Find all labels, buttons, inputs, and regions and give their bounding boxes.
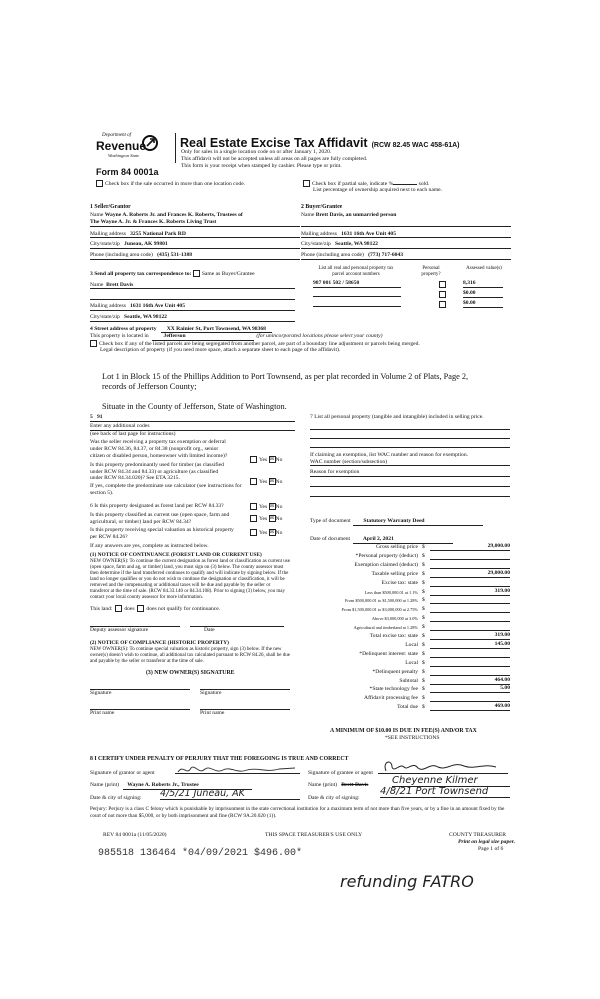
logo-mark-icon — [142, 135, 158, 151]
tax-row — [300, 703, 510, 712]
form-number: Form 84 0001a — [96, 167, 159, 177]
tax-row — [300, 694, 510, 703]
tax-row-value[interactable]: 319.00 — [430, 632, 510, 640]
buyer-heading: 2 Buyer/Grantee — [301, 204, 343, 210]
tax-row-value[interactable] — [430, 614, 510, 622]
located-in: This property is located in Jefferson (for unincorporated locations please select your county) — [90, 333, 383, 339]
buyer-section: 2 Buyer/Grantee Name Brett Davis, an unmarried person Mailing address 1631 16th Ave Unit 405 City/state/zip Seattle, WA 98122 Phone (including area code) (773) 717-6043 — [301, 204, 511, 260]
tax-row-value[interactable] — [430, 623, 510, 631]
code-field[interactable]: 5 91 — [90, 414, 295, 422]
continuance-choice[interactable]: This land: does does not qualify for continuance. — [90, 605, 221, 612]
logo-revenue: Revenue — [96, 139, 147, 153]
ownership-note: List percentage of ownership acquired next to each name. — [313, 187, 443, 193]
tax-row-value[interactable]: 319.00 — [430, 588, 510, 596]
dollar-sign: $ — [422, 579, 425, 586]
tax-row-label: Local — [405, 641, 418, 648]
wac-field[interactable]: WAC number (section/subsection) — [310, 459, 510, 467]
street-address: 4 Street address of property XX Rainier St, Port Townsend, WA 98368 — [90, 326, 272, 333]
correspondence-name: Brett Davis — [106, 281, 134, 288]
rev-number: REV 84 0001a (11/05/2020) — [103, 832, 167, 838]
dollar-sign: $ — [422, 544, 425, 550]
dollar-sign: $ — [422, 552, 425, 559]
tax-row-label: Gross selling price — [376, 544, 418, 550]
tax-row-label: From $500,000.01 to $1,500,000 at 1.28% — [344, 598, 418, 604]
dollar-sign: $ — [422, 624, 425, 631]
tax-row-value[interactable] — [430, 694, 510, 702]
tax-row-value[interactable] — [430, 659, 510, 667]
tax-row-value[interactable] — [430, 668, 510, 676]
section-5: 5 91 Enter any additional codes (see back of last page for instructions) Was the seller receiving a property tax exemption or deferral under RCW 84.36, 84.37, or 84.38 (nonprofit org., senior citizen or disabled person, homeowner with limited income)? Yes ☒No Is this property predominantly used for timber (as classified under RCW 84.34 and 84.33) or agriculture (as classified under RCW 84.34.020)? See ETA 3215. Yes ☒No If yes, complete the predominate use calculator (see instructions for section 5). — [90, 414, 295, 497]
grantee-name-handwritten: Cheyenne Kilmer — [392, 775, 510, 787]
dollar-sign: $ — [422, 588, 425, 595]
seller-section: 1 Seller/Grantor Name Wayne A. Roberts Jr. and Frances K. Roberts, Trustees of The Wayne A. Jr. & Frances K. Roberts Living Trust Mailing address 3255 National Park RD City/state/zip Juneau, AK 99801 Phone (including area code) (435) 531-1388 — [90, 204, 300, 260]
tax-row-label: *State technology fee — [369, 686, 418, 693]
correspondence-mail[interactable]: Mailing address 1631 16th Ave Unit 405 — [90, 303, 295, 311]
document-date: Date of document April 2, 2021 — [310, 536, 453, 544]
tax-row-label: Exemption claimed (deduct) — [354, 561, 418, 568]
seller-mail-field[interactable]: Mailing address 3255 National Park RD — [90, 231, 300, 239]
buyer-city-field[interactable]: City/state/zip Seattle, WA 98122 — [301, 241, 511, 249]
dollar-sign: $ — [422, 704, 425, 711]
logo-dept: Department of — [102, 133, 132, 138]
perjury-notice: Perjury: Perjury is a class C felony which is punishable by imprisonment in the state correctional institution for a maximum term of not more than five years, or by a fine in an amount fixed by the court of not more than $5,000, or by both imprisonment and fine (RCW 9A.20.020 (1)). — [90, 806, 505, 819]
parcel-row[interactable]: 987 001 502 / 58650 8,316 — [313, 280, 503, 289]
legal-description: Lot 1 in Block 15 of the Phillips Addition to Port Townsend, as per plat recorded in Volume 2 of Plats, Page 2, records of Jefferson County; Situate in the County of Jefferson, State of Washington. — [102, 372, 469, 411]
exemption-reason-field[interactable]: Reason for exemption — [310, 469, 510, 477]
tax-row-label: Excise tax: state — [381, 579, 418, 586]
grantor-name-print: Name (print) Wayne A. Roberts Jr., Trustee — [90, 782, 252, 790]
legal-paper-note: Print on legal size paper. — [458, 839, 516, 845]
tax-row-label: *Delinquent interest: state — [359, 650, 418, 657]
tax-row — [300, 685, 510, 694]
page-title: Real Estate Excise Tax Affidavit (RCW 82.45 WAC 458-61A) — [180, 136, 460, 150]
tax-row-label: *Personal property (deduct) — [355, 552, 418, 559]
correspondence-city[interactable]: City/state/zip Seattle, WA 98122 — [90, 314, 295, 322]
tax-row — [300, 605, 510, 614]
historic-yes-no[interactable]: Yes ☒No — [250, 529, 282, 537]
grantor-date-label: Date & city of signing: — [90, 795, 142, 801]
q1-yes-no[interactable]: Yes ☒No — [250, 456, 282, 464]
dollar-sign: $ — [422, 597, 425, 604]
parcel-row[interactable]: $0.00 — [313, 300, 503, 309]
tax-row-value[interactable]: 464.00 — [430, 677, 510, 685]
grantee-date-city: 4/8/21 Port Townsend — [380, 786, 510, 798]
tax-row — [300, 641, 510, 650]
document-type: Type of document Statutory Warranty Deed — [310, 518, 483, 526]
tax-row — [300, 588, 510, 597]
q2-yes-no[interactable]: Yes ☒No — [250, 478, 282, 486]
tax-correspondence-label: 3 Send all property tax correspondence to: Same as Buyer/Grantee — [90, 270, 255, 277]
current-use-yes-no[interactable]: Yes ☒No — [250, 515, 282, 523]
tax-row-label: Above $3,000,000 at 3.0% — [371, 616, 418, 622]
dollar-sign: $ — [422, 570, 425, 577]
same-as-buyer-check[interactable] — [193, 270, 200, 277]
county-treasurer: COUNTY TREASURER — [449, 832, 507, 838]
grantee-signature[interactable] — [378, 759, 508, 774]
grantor-date-city: 4/5/21 Juneau, AK — [160, 788, 300, 800]
buyer-mail-field[interactable]: Mailing address 1631 16th Ave Unit 405 — [301, 231, 511, 239]
tax-row-value[interactable] — [430, 579, 510, 587]
tax-row — [300, 552, 510, 561]
dollar-sign: $ — [422, 659, 425, 666]
tax-row — [300, 614, 510, 623]
see-instructions: *SEE INSTRUCTIONS — [385, 735, 440, 741]
grantor-signature[interactable] — [175, 763, 300, 774]
grantee-date-label: Date & city of signing: — [308, 795, 360, 801]
tax-row — [300, 579, 510, 588]
seller-heading: 1 Seller/Grantor — [90, 204, 131, 210]
tax-row-label: Subtotal — [399, 677, 418, 684]
tax-row-label: From $1,500,000.01 to $3,000,000 at 2.75% — [341, 607, 418, 613]
logo-state: Washington State — [108, 153, 140, 158]
dollar-sign: $ — [422, 686, 425, 693]
tax-row — [300, 543, 510, 552]
grantee-name-print: Name (print) Brett Davis — [308, 782, 369, 788]
tax-row-label: Total due — [397, 704, 418, 711]
tax-row — [300, 623, 510, 632]
tax-row-value[interactable]: 145.00 — [430, 641, 510, 649]
tax-row-value[interactable] — [430, 552, 510, 560]
tax-row-value[interactable] — [430, 605, 510, 613]
treasurer-use: THIS SPACE TREASURER'S USE ONLY — [265, 832, 363, 838]
tax-row — [300, 561, 510, 570]
dollar-sign: $ — [422, 641, 425, 648]
dollar-sign: $ — [422, 668, 425, 675]
tax-row — [300, 659, 510, 668]
dollar-sign: $ — [422, 650, 425, 657]
tax-row-label: Taxable selling price — [371, 570, 418, 577]
tax-row-value[interactable] — [430, 650, 510, 658]
tax-row-label: Local — [405, 659, 418, 666]
header-note-1: Only for sales in a single location code on or after January 1, 2020. — [181, 149, 332, 155]
parcel-table — [301, 266, 511, 314]
tax-row — [300, 570, 510, 579]
tax-row-value[interactable]: 29,000.00 — [430, 543, 510, 551]
tax-row-label: *Delinquent penalty — [372, 668, 418, 675]
tax-row-value[interactable] — [430, 596, 510, 604]
certify-heading: 8 I CERTIFY UNDER PENALTY OF PERJURY THAT THE FOREGOING IS TRUE AND CORRECT — [90, 756, 349, 762]
seller-phone-field[interactable]: Phone (including area code) (435) 531-1388 — [90, 252, 300, 260]
tax-row — [300, 668, 510, 677]
dollar-sign: $ — [422, 695, 425, 702]
tax-row — [300, 632, 510, 641]
dollar-sign: $ — [422, 677, 425, 684]
section-6: 6 Is this property designated as forest land per RCW 84.33? Yes ☒No Is this property classified as current use (open space, farm and agricultural, or timber) land per RCW 84.34? Yes ☒No Is this property receiving special valuation as historical property per RCW 84.26? Yes ☒No If any answers are yes, complete as instructed below. (1) NOTICE OF CONTINUANCE (FOREST LAND OR CURRENT USE) NEW OWNER(S): To continue the current designation as forest land or classification as current use (open space, farm and ag, or timber) land, you must sign on (3) below. The county assessor must then determine if the land transferred continues to qualify and will indicate by signing below. If the land no longer qualifies or you do not wish to continue the designation or classification, it will be removed and the compensating or additional taxes will be due and payable by the seller or transferor at the time of sale. (RCW 84.33.140 or 84.34.108). Prior to signing (3) below, you may contact your local county assessor for more information. This land: does does not qualify for continuance. Deputy assessor signature Date (2) NOTICE OF COMPLIANCE (HISTORIC PROPERTY) NEW OWNER(S): To continue special valuation as historic property, sign (3) below. If the new owner(s) doesn't wish to continue, all additional tax calculated pursuant to RCW 84.26, shall be due and payable by the seller or transferor at the time of sale. (3) NEW OWNER(S) SIGNATURE Signature Signature Print name Print name — [90, 503, 295, 717]
tax-row-value[interactable] — [430, 561, 510, 569]
cashier-stamp: 985518 136464 *04/09/2021 $496.00* — [98, 848, 303, 859]
refunding-note: refunding FATRO — [340, 872, 474, 891]
header-note-3: This form is your receipt when stamped by cashier. Please type or print. — [181, 163, 342, 169]
seller-name: Wayne A. Roberts Jr. and Frances K. Roberts, Trustees of — [104, 212, 243, 218]
legal-description-label: Legal description of property (if you need more space, attach a separate sheet to each page of the affidavit). — [100, 347, 341, 353]
tax-row — [300, 677, 510, 686]
parcel-row[interactable]: $0.00 — [313, 290, 503, 299]
dollar-sign: $ — [422, 615, 425, 622]
parcel-header-2: Personal property? — [421, 266, 441, 277]
parcel-header-3: Assessed value(s) — [466, 266, 502, 271]
dollar-sign: $ — [422, 606, 425, 613]
grantee-signature-label: Signature of grantee or agent — [308, 770, 373, 776]
tax-row-label: Agricultural and timberland at 1.28% — [353, 625, 418, 631]
tax-row — [300, 596, 510, 605]
forest-yes-no[interactable]: Yes ☒No — [250, 503, 282, 511]
section-7: 7 List all personal property (tangible and intangible) included in selling price. If claiming an exemption, list WAC number and reason for exemption. WAC number (section/subsection) Reason for exemption — [310, 414, 510, 497]
buyer-name: Brett Davis, an unmarried person — [315, 212, 397, 218]
minimum-fee: A MINIMUM OF $10.00 IS DUE IN FEE(S) AND/OR TAX — [330, 728, 477, 734]
segregation-check[interactable]: Check box if any of the listed parcels are being segregated from another parcel, are part of a boundary line adjustment or parcels being merged. — [90, 340, 420, 348]
dollar-sign: $ — [422, 633, 425, 639]
revenue-logo — [94, 133, 160, 167]
tax-row-label: Affidavit processing fee — [364, 695, 418, 702]
seller-city-field[interactable]: City/state/zip Juneau, AK 99801 — [90, 241, 300, 249]
dollar-sign: $ — [422, 561, 425, 568]
page-number: Page 1 of 6 — [478, 846, 504, 852]
header-divider — [175, 133, 176, 163]
header-note-2: This affidavit will not be accepted unless all areas on all pages are fully completed. — [181, 156, 368, 162]
tax-row-value[interactable]: 469.00 — [430, 703, 510, 711]
tax-row-label: Less than $500,000.01 at 1.1% — [364, 589, 418, 595]
tax-row-value[interactable]: 29,000.00 — [430, 570, 510, 578]
tax-table — [300, 543, 510, 713]
grantor-signature-label: Signature of grantor or agent — [90, 770, 155, 776]
seller-name-2: The Wayne A. Jr. & Frances K. Roberts Living Trust — [90, 218, 217, 225]
section-3: 3 Send all property tax correspondence to: Same as Buyer/Grantee Name Brett Davis Mailing address 1631 16th Ave Unit 405 City/state/zip Seattle, WA 98122 — [90, 270, 295, 322]
tax-row-value[interactable]: 5.00 — [430, 685, 510, 693]
buyer-phone-field[interactable]: Phone (including area code) (773) 717-6043 — [301, 252, 511, 260]
tax-row — [300, 650, 510, 659]
tax-row-label: Total excise tax: state — [369, 633, 418, 639]
multi-location-check[interactable]: Check box if the sale occurred in more than one location code. — [96, 180, 245, 188]
parcel-header-1: List all real and personal property tax parcel account numbers — [318, 266, 394, 277]
partial-sale-check[interactable]: Check box if partial sale, indicate % sold. — [303, 180, 429, 188]
